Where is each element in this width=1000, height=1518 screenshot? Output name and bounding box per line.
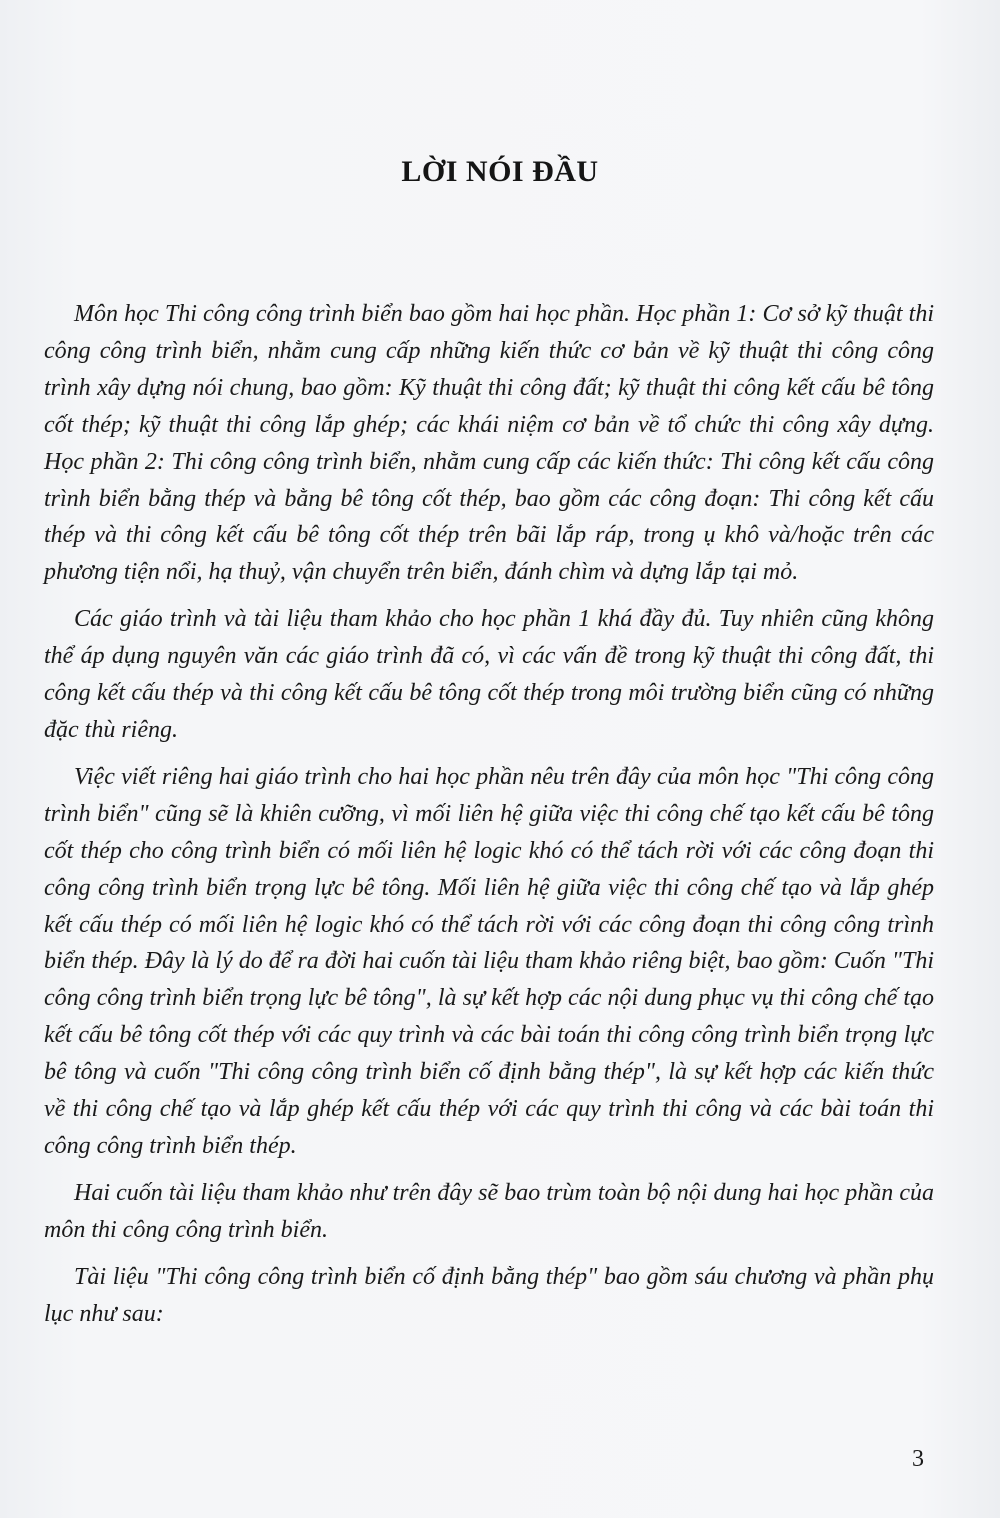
paragraph: Tài liệu "Thi công công trình biển cố định bằng thép" bao gồm sáu chương và phần phụ lục như sau:	[44, 1263, 934, 1327]
page-title: LỜI NÓI ĐẦU	[401, 155, 599, 188]
paragraph: Việc viết riêng hai giáo trình cho hai học phần nêu trên đây của môn học "Thi công công trình biển" cũng sẽ là khiên cưỡng, vì mối liên hệ giữa việc thi công chế tạo kết cấu bê tông cốt thép cho công trình biển có mối liên hệ logic khó có thể tách rời với các công đoạn thi công công trình biển trọng lực bê tông. Mối liên hệ giữa việc thi công chế tạo và lắp ghép kết cấu thép có mối liên hệ logic khó có thể tách rời với các công đoạn thi công công trình biển thép. Đây là lý do để ra đời hai cuốn tài liệu tham khảo riêng biệt, bao gồm: Cuốn "Thi công công trình biển trọng lực bê tông", là sự kết hợp các nội dung phục vụ thi công chế tạo kết cấu bê tông cốt thép với các quy trình và các bài toán thi công công trình biển trọng lực bê tông và cuốn "Thi công công trình biển cố định bằng thép", là sự kết hợp các kiến thức về thi công chế tạo và lắp ghép kết cấu thép với các quy trình thi công và các bài toán thi công công trình biển thép.	[44, 763, 934, 1159]
paragraph: Các giáo trình và tài liệu tham khảo cho học phần 1 khá đầy đủ. Tuy nhiên cũng không thể áp dụng nguyên văn các giáo trình đã có, vì các vấn đề trong kỹ thuật thi công đất, thi công kết cấu thép và thi công kết cấu bê tông cốt thép trong môi trường biển cũng có những đặc thù riêng.	[44, 606, 934, 743]
body-text	[44, 296, 934, 1342]
paragraph: Môn học Thi công công trình biển bao gồm hai học phần. Học phần 1: Cơ sở kỹ thuật thi công công trình biển, nhằm cung cấp những kiến thức cơ bản về kỹ thuật thi công công trình xây dựng nói chung, bao gồm: Kỹ thuật thi công đất; kỹ thuật thi công kết cấu bê tông cốt thép; kỹ thuật thi công lắp ghép; các khái niệm cơ bản về tổ chức thi công xây dựng. Học phần 2: Thi công công trình biển, nhằm cung cấp các kiến thức: Thi công kết cấu công trình biển bằng thép và bằng bê tông cốt thép, bao gồm các công đoạn: Thi công kết cấu thép và thi công kết cấu bê tông cốt thép trên bãi lắp ráp, trong ụ khô và/hoặc trên các phương tiện nổi, hạ thuỷ, vận chuyển trên biển, đánh chìm và dựng lắp tại mỏ.	[44, 301, 934, 586]
page-number: 3	[912, 1446, 924, 1472]
paragraph: Hai cuốn tài liệu tham khảo như trên đây sẽ bao trùm toàn bộ nội dung hai học phần của môn thi công công trình biển.	[44, 1179, 934, 1243]
